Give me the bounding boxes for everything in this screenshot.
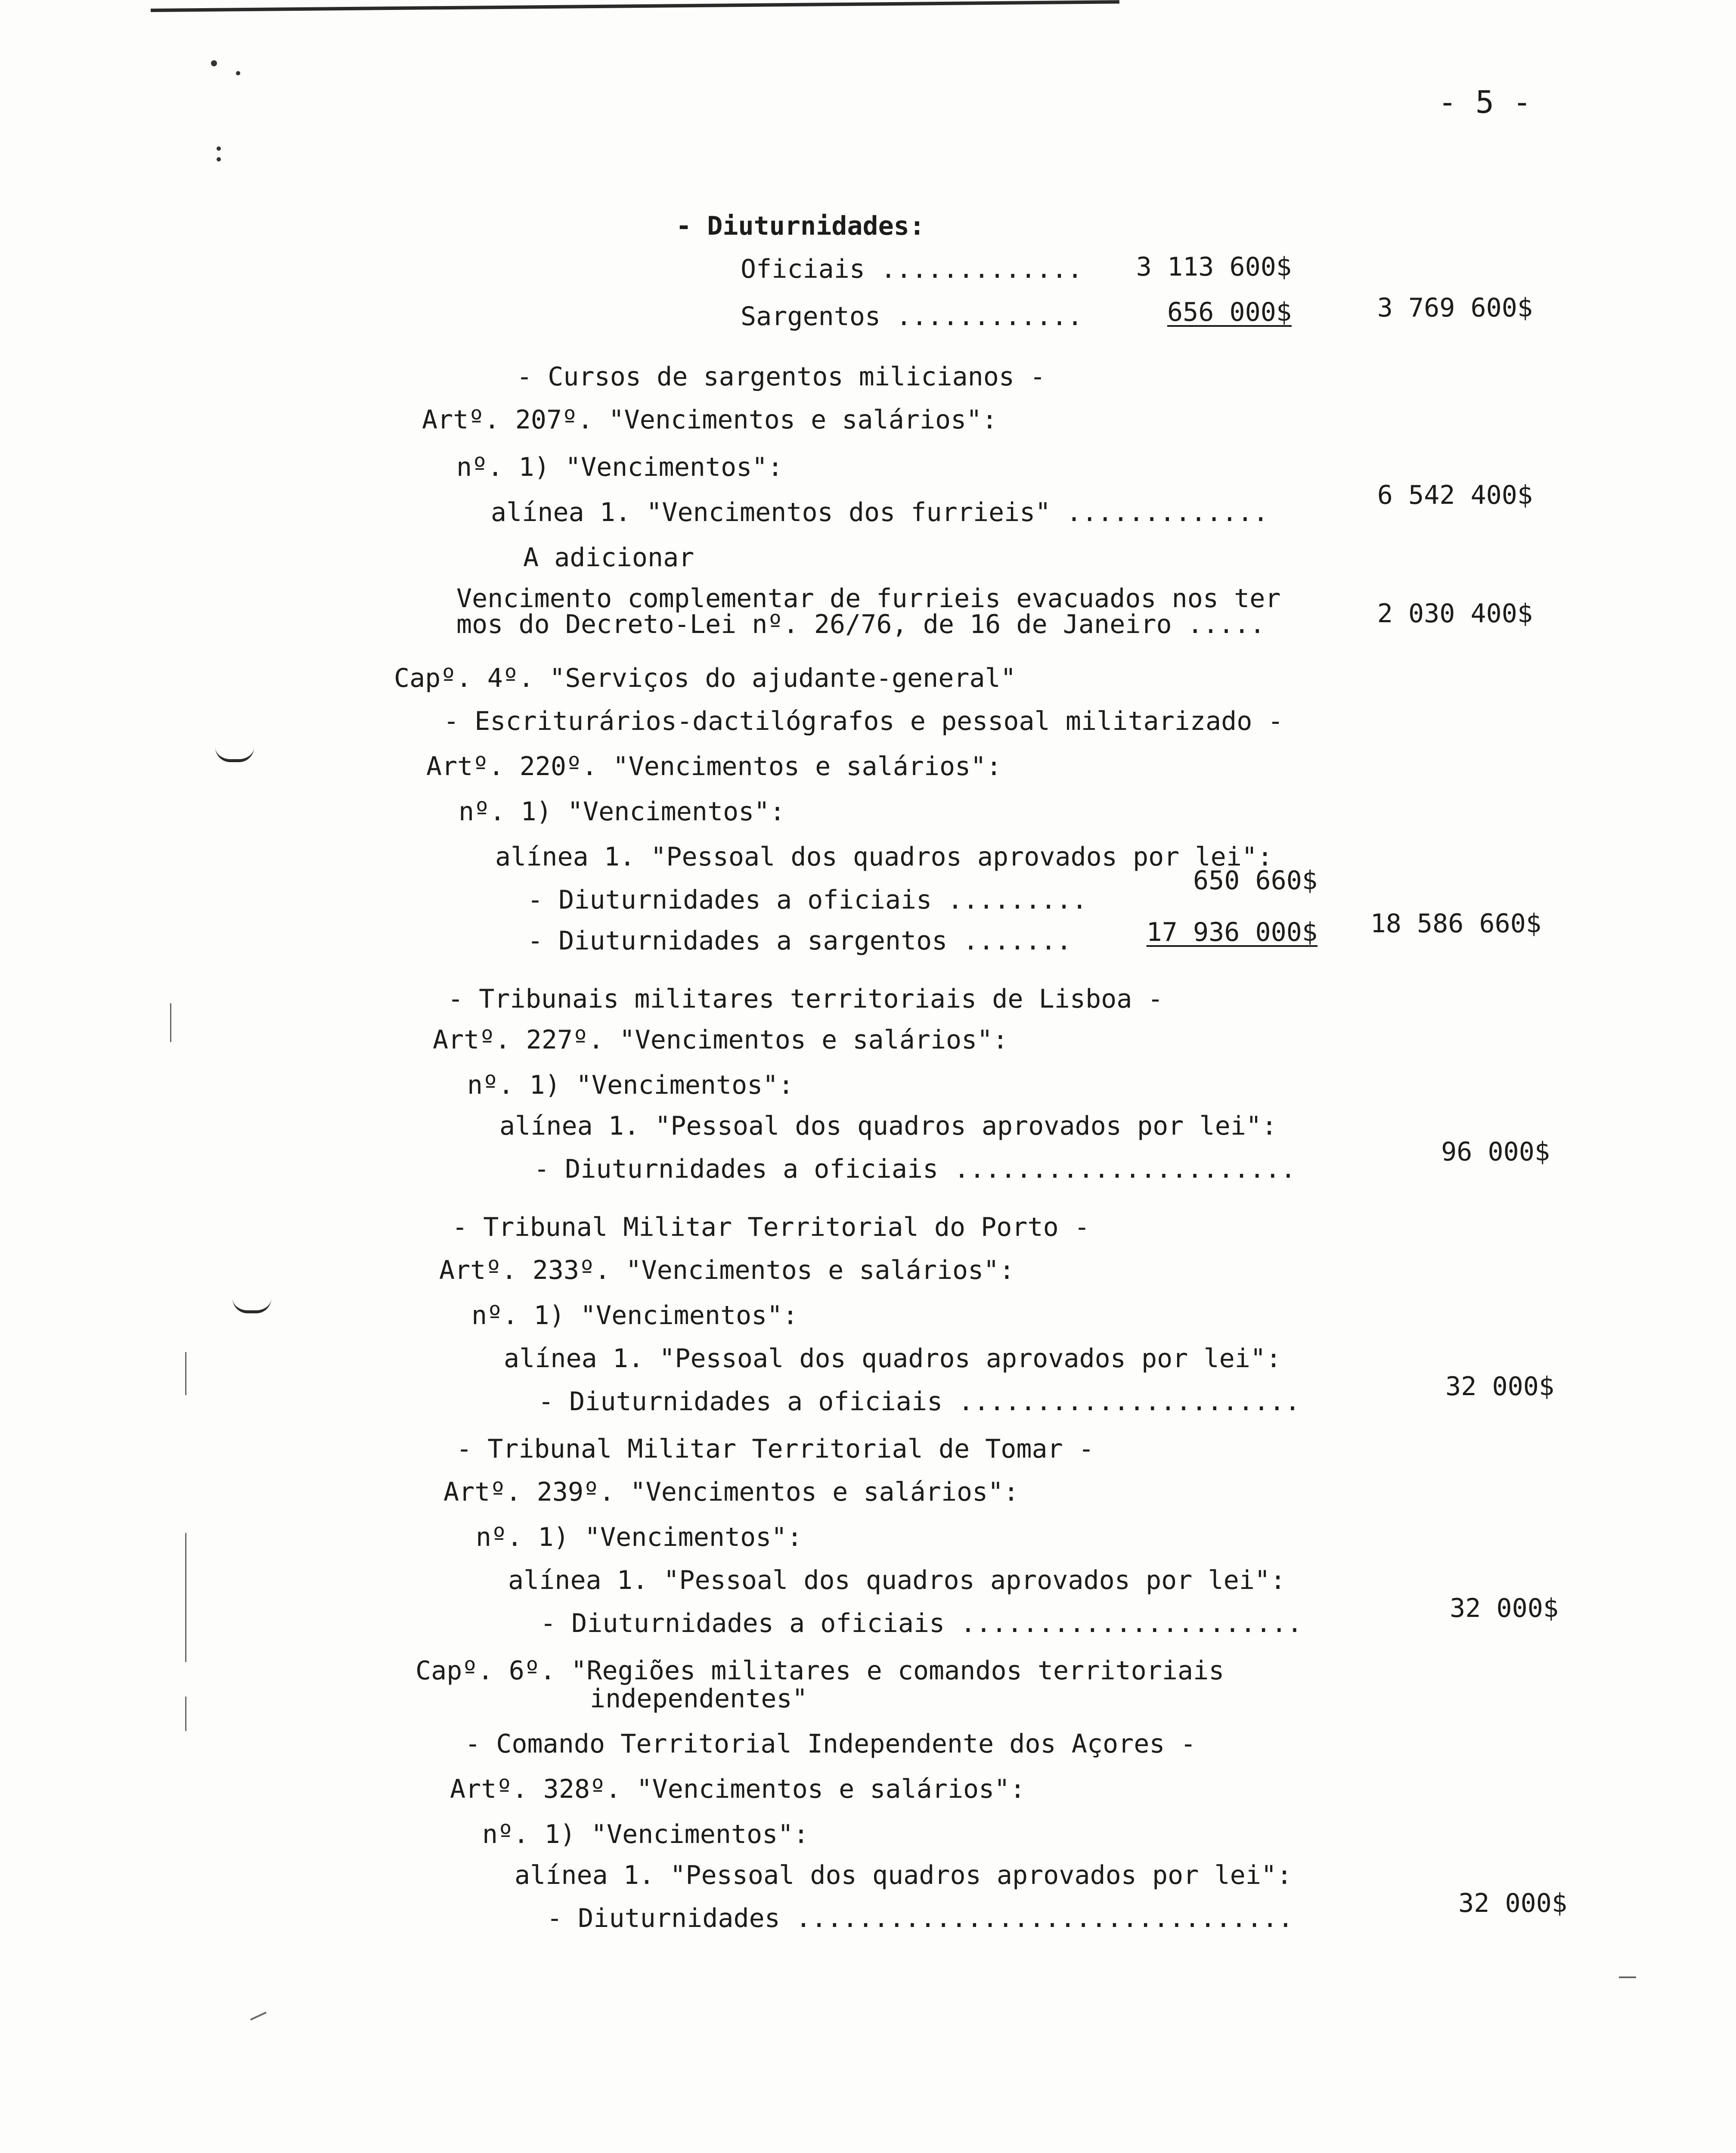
article-207: Artº. 207º. "Vencimentos e salários": (422, 405, 998, 435)
amount-233: 32 000$ (1445, 1371, 1554, 1402)
section-cursos-sargentos: - Cursos de sargentos milicianos - (517, 362, 1046, 392)
diuturnidades-oficiais-line: - Diuturnidades a oficiais ...................... (538, 1387, 1301, 1417)
amount-oficiais-220: 650 660$ (1193, 866, 1318, 896)
heading-diuturnidades: - Diuturnidades: (676, 211, 925, 241)
punch-hole-mark (215, 747, 254, 762)
alinea-1-pessoal: alínea 1. "Pessoal dos quadros aprovados por lei": (495, 842, 1273, 872)
article-328: Artº. 328º. "Vencimentos e salários": (450, 1774, 1026, 1804)
chapter-6: Capº. 6º. "Regiões militares e comandos territoriais (415, 1656, 1224, 1686)
section-tribunal-tomar: - Tribunal Militar Territorial de Tomar - (456, 1434, 1094, 1464)
margin-mark (170, 1003, 171, 1042)
number-1-vencimentos: nº. 1) "Vencimentos": (456, 452, 783, 482)
alinea-1-pessoal: alínea 1. "Pessoal dos quadros aprovados por lei": (508, 1565, 1286, 1595)
section-comando-acores: - Comando Territorial Independente dos Açores - (465, 1729, 1196, 1759)
amount-sargentos-220: 17 936 000$ (1146, 917, 1318, 947)
amount-diuturnidades-total: 3 769 600$ (1377, 293, 1533, 323)
number-1-vencimentos: nº. 1) "Vencimentos": (476, 1522, 803, 1552)
vencimento-complementar-2: mos do Decreto-Lei nº. 26/76, de 16 de Janeiro ..... (456, 609, 1265, 639)
margin-mark (250, 2012, 267, 2021)
ink-speck (217, 146, 221, 151)
amount-328: 32 000$ (1458, 1888, 1567, 1918)
oficiais-line: Oficiais ............. (741, 254, 1083, 284)
alinea-1-pessoal: alínea 1. "Pessoal dos quadros aprovados por lei": (504, 1343, 1282, 1374)
margin-mark (1619, 1976, 1636, 1978)
number-1-vencimentos: nº. 1) "Vencimentos": (471, 1300, 798, 1331)
diuturnidades-oficiais-line: - Diuturnidades a oficiais ...................... (534, 1154, 1296, 1184)
amount-furrieis: 6 542 400$ (1377, 480, 1533, 510)
number-1-vencimentos: nº. 1) "Vencimentos": (467, 1070, 794, 1100)
chapter-6-cont: independentes" (590, 1684, 808, 1714)
alinea-1-furrieis: alínea 1. "Vencimentos dos furrieis" ............. (491, 497, 1269, 527)
margin-mark (185, 1697, 186, 1731)
article-220: Artº. 220º. "Vencimentos e salários": (426, 751, 1002, 782)
page-number: - 5 - (1438, 84, 1531, 120)
sargentos-line: Sargentos ............ (741, 301, 1083, 332)
section-tribunais-lisboa: - Tribunais militares territoriais de Lisboa - (448, 984, 1163, 1014)
number-1-vencimentos: nº. 1) "Vencimentos": (459, 797, 785, 827)
ink-speck (236, 71, 240, 75)
diuturnidades-oficiais-line: - Diuturnidades a oficiais ...................... (540, 1608, 1303, 1638)
number-1-vencimentos: nº. 1) "Vencimentos": (482, 1819, 809, 1849)
amount-239: 32 000$ (1450, 1593, 1559, 1623)
section-escriturarios: - Escriturários-dactilógrafos e pessoal militarizado - (443, 706, 1283, 736)
vencimento-complementar-1: Vencimento complementar de furrieis evacuados nos ter (456, 583, 1281, 614)
diuturnidades-sargentos-line: - Diuturnidades a sargentos ....... (527, 926, 1072, 956)
ink-speck (211, 60, 217, 66)
punch-hole-mark (232, 1298, 271, 1313)
diuturnidades-oficiais-line: - Diuturnidades a oficiais ......... (527, 885, 1088, 915)
article-239: Artº. 239º. "Vencimentos e salários": (443, 1477, 1019, 1507)
chapter-4: Capº. 4º. "Serviços do ajudante-general" (394, 663, 1016, 693)
ink-speck (217, 157, 221, 161)
top-rule (151, 0, 1119, 12)
amount-227: 96 000$ (1441, 1137, 1550, 1167)
amount-total-220: 18 586 660$ (1370, 909, 1541, 939)
amount-sargentos-subtotal: 656 000$ (1167, 297, 1292, 327)
section-tribunal-porto: - Tribunal Militar Territorial do Porto - (452, 1212, 1090, 1242)
alinea-1-pessoal: alínea 1. "Pessoal dos quadros aprovados por lei": (515, 1860, 1293, 1890)
article-233: Artº. 233º. "Vencimentos e salários": (439, 1255, 1015, 1285)
margin-mark (185, 1533, 186, 1662)
article-227: Artº. 227º. "Vencimentos e salários": (433, 1025, 1008, 1055)
diuturnidades-line: - Diuturnidades ................................ (547, 1903, 1293, 1933)
margin-mark (185, 1352, 186, 1395)
amount-oficiais: 3 113 600$ (1136, 252, 1292, 282)
alinea-1-pessoal: alínea 1. "Pessoal dos quadros aprovados por lei": (499, 1111, 1277, 1141)
a-adicionar: A adicionar (523, 543, 694, 573)
amount-vencimento-complementar: 2 030 400$ (1377, 599, 1533, 629)
